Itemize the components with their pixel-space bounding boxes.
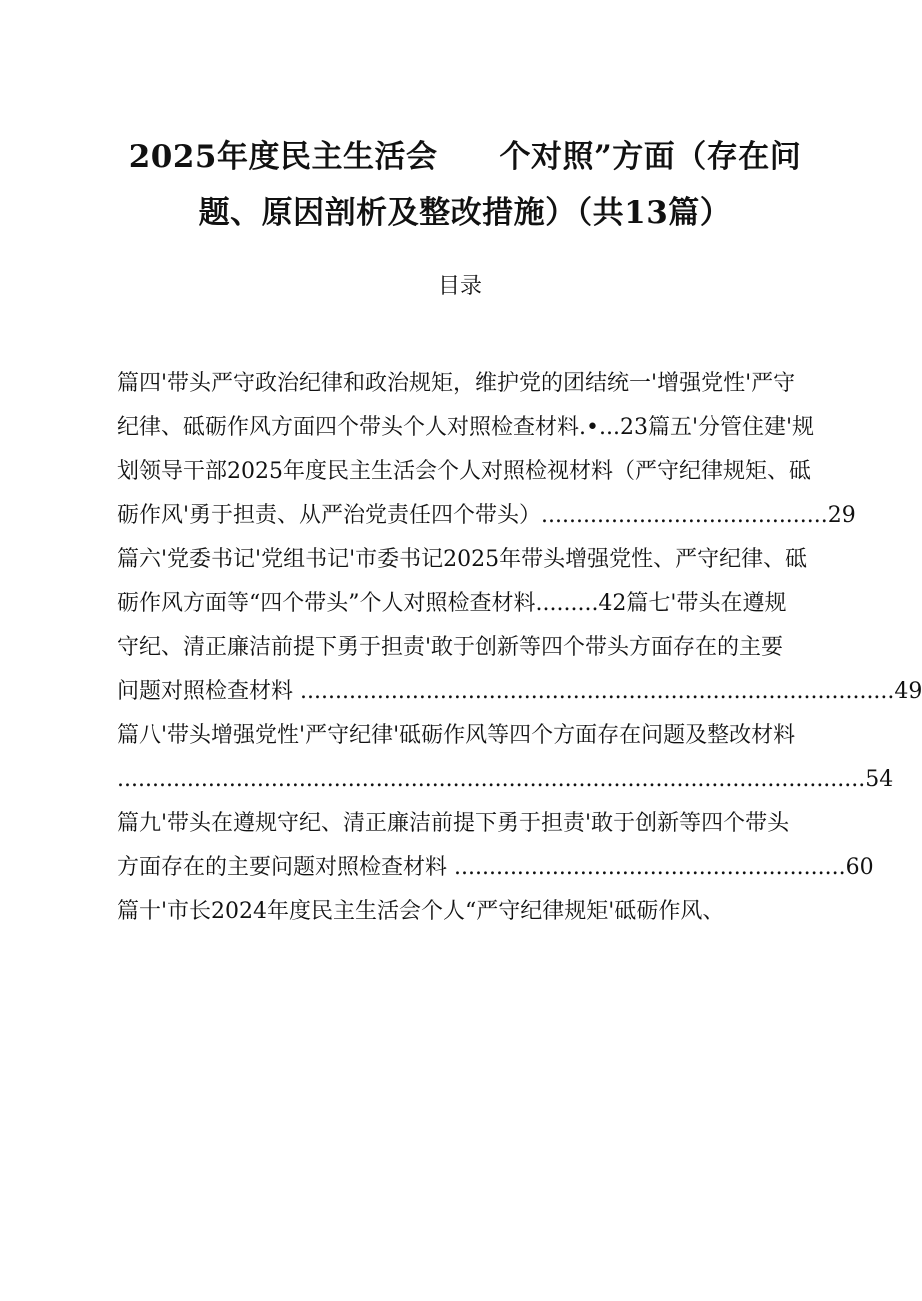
toc-line: 篇九'带头在遵规守纪、清正廉洁前提下勇于担责'敢于创新等四个带头 [117,811,790,836]
toc-line: 砺作风'勇于担责、从严治党责任四个带头）.........................................29 [117,503,856,528]
toc-line: 砺作风方面等“四个带头”个人对照检查材料.........42篇七'带头在遵规 [117,591,787,616]
toc-line: ...........................................................................................................54 [117,767,894,792]
toc-line: 纪律、砥砺作风方面四个带头个人对照检查材料.•...23篇五'分管住建'规 [117,415,815,440]
toc-line: 篇四'带头严守政治纪律和政治规矩，维护党的团结统一'增强党性'严守 [117,371,796,396]
document-title-line-1 [110,137,820,177]
toc-heading: 目录 [437,274,482,299]
toc-line: 篇八'带头增强党性'严守纪律'砥砺作风等四个方面存在问题及整改材料 [117,723,796,748]
toc-line: 问题对照检查材料 .....................................................................................49 [117,679,922,704]
title-part-1: 2025年度民主生活会 [128,139,438,175]
table-of-contents [117,362,922,934]
toc-line: 篇十'市长2024年度民主生活会个人“严守纪律规矩'砥砺作风、 [117,899,725,924]
toc-line: 划领导干部2025年度民主生活会个人对照检视材料（严守纪律规矩、砥 [117,459,811,484]
toc-line: 篇六'党委书记'党组书记'市委书记2025年带头增强党性、严守纪律、砥 [117,547,808,572]
toc-line: 守纪、清正廉洁前提下勇于担责'敢于创新等四个带头方面存在的主要 [117,635,784,660]
document-title-line-2: 题、原因剖析及整改措施）（共13篇） [198,195,732,231]
title-part-2: 个对照”方面（存在问 [499,139,802,175]
toc-line: 方面存在的主要问题对照检查材料 ........................................................60 [117,855,874,880]
